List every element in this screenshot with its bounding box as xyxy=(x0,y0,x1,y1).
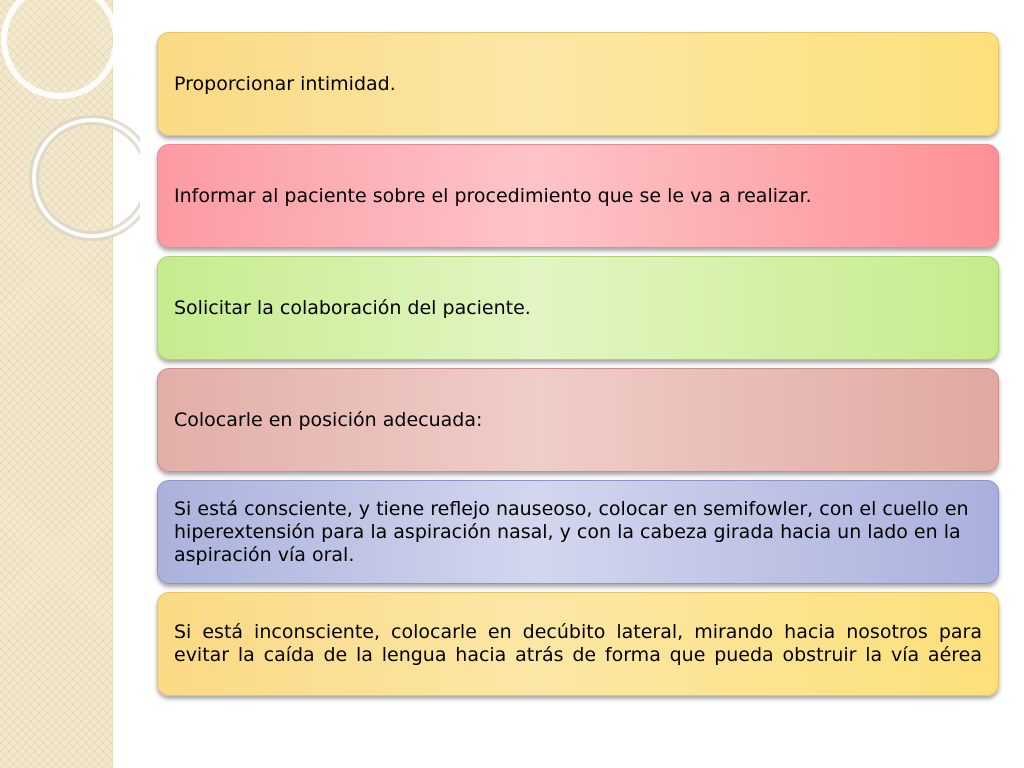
step-text: Solicitar la colaboración del paciente. xyxy=(174,296,531,319)
step-text: Proporcionar intimidad. xyxy=(174,72,396,95)
step-text: Si está inconsciente, colocarle en decúbito lateral, mirando hacia nosotros para evitar la caída de la lengua hacia atrás de forma que pueda obstruir la vía aérea xyxy=(174,621,982,666)
step-box-privacy xyxy=(157,32,999,136)
step-box-position xyxy=(157,368,999,472)
step-text: Colocarle en posición adecuada: xyxy=(174,408,483,431)
step-text: Informar al paciente sobre el procedimiento que se le va a realizar. xyxy=(174,184,812,207)
step-box-conscious xyxy=(157,480,999,584)
step-box-request-collaboration xyxy=(157,256,999,360)
decorative-rings xyxy=(0,0,140,260)
step-text: Si está consciente, y tiene reflejo nauseoso, colocar en semifowler, con el cuello en hiperextensión para la aspiración nasal, y con la cabeza girada hacia un lado en la aspiración vía oral. xyxy=(174,497,969,566)
step-box-unconscious xyxy=(157,592,999,696)
step-box-inform-patient xyxy=(157,144,999,248)
